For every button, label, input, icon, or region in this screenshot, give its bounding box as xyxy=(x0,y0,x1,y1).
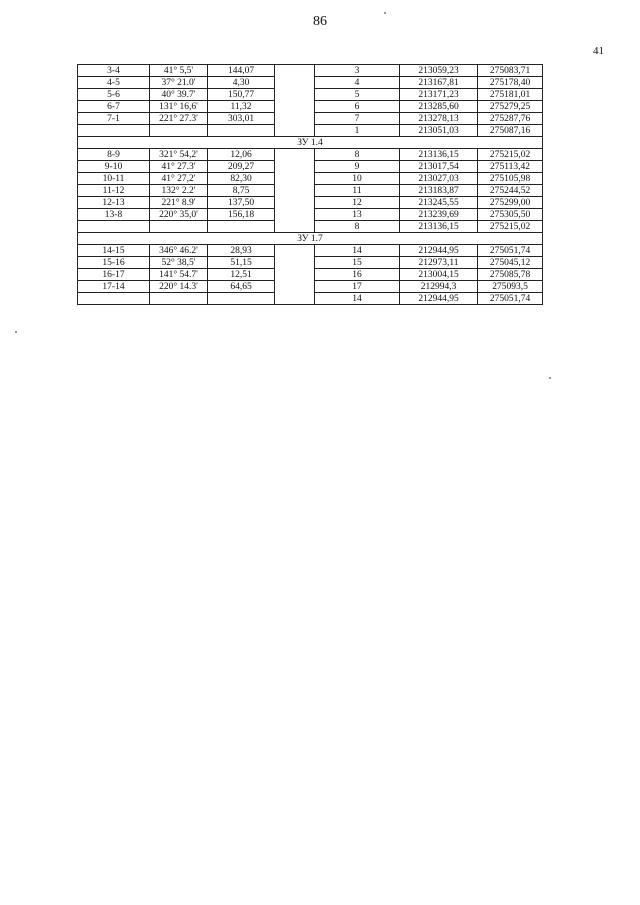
cell-point: 14 xyxy=(315,245,400,257)
cell-angle: 37° 21.0' xyxy=(150,77,208,89)
cell-y: 275287,76 xyxy=(478,113,543,125)
section-header-row xyxy=(78,233,543,245)
scan-speck xyxy=(15,331,17,333)
cell-y: 275181,01 xyxy=(478,89,543,101)
cell-angle xyxy=(150,293,208,305)
cell-x: 213017,54 xyxy=(400,161,478,173)
cell-point: 13 xyxy=(315,209,400,221)
cell-y: 275105,98 xyxy=(478,173,543,185)
scan-speck xyxy=(549,377,551,379)
cell-length: 137,50 xyxy=(208,197,275,209)
cell-point: 11 xyxy=(315,185,400,197)
cell-angle: 131° 16,6' xyxy=(150,101,208,113)
cell-length: 150,77 xyxy=(208,89,275,101)
coordinates-table-body xyxy=(78,65,543,305)
cell-angle: 221° 8.9' xyxy=(150,197,208,209)
cell-segment: 17-14 xyxy=(78,281,150,293)
cell-point: 9 xyxy=(315,161,400,173)
cell-point: 8 xyxy=(315,221,400,233)
cell-length: 144,07 xyxy=(208,65,275,77)
cell-point: 8 xyxy=(315,149,400,161)
cell-point: 4 xyxy=(315,77,400,89)
cell-x: 212944,95 xyxy=(400,293,478,305)
cell-x: 213136,15 xyxy=(400,221,478,233)
blank-separator-cell xyxy=(275,149,315,233)
cell-segment: 7-1 xyxy=(78,113,150,125)
cell-x: 213245,55 xyxy=(400,197,478,209)
cell-point: 12 xyxy=(315,197,400,209)
cell-angle: 321° 54,2' xyxy=(150,149,208,161)
cell-x: 212994,3 xyxy=(400,281,478,293)
cell-angle: 41° 27.3' xyxy=(150,161,208,173)
table-row xyxy=(78,149,543,161)
cell-segment: 8-9 xyxy=(78,149,150,161)
cell-x: 212944,95 xyxy=(400,245,478,257)
cell-point: 17 xyxy=(315,281,400,293)
cell-length: 303,01 xyxy=(208,113,275,125)
section-title: ЗУ 1.7 xyxy=(78,233,543,245)
cell-y: 275244,52 xyxy=(478,185,543,197)
cell-y: 275085,78 xyxy=(478,269,543,281)
cell-x: 213183,87 xyxy=(400,185,478,197)
cell-x: 213171,23 xyxy=(400,89,478,101)
cell-y: 275113,42 xyxy=(478,161,543,173)
cell-angle: 141° 54.7' xyxy=(150,269,208,281)
cell-segment xyxy=(78,221,150,233)
cell-segment: 15-16 xyxy=(78,257,150,269)
cell-angle: 220° 35,0' xyxy=(150,209,208,221)
cell-length: 12,06 xyxy=(208,149,275,161)
cell-x: 213051,03 xyxy=(400,125,478,137)
blank-separator-cell xyxy=(275,65,315,137)
cell-point: 5 xyxy=(315,89,400,101)
cell-x: 213004,15 xyxy=(400,269,478,281)
cell-y: 275051,74 xyxy=(478,293,543,305)
cell-y: 275093,5 xyxy=(478,281,543,293)
cell-length: 12,51 xyxy=(208,269,275,281)
cell-segment: 9-10 xyxy=(78,161,150,173)
cell-y: 275279,25 xyxy=(478,101,543,113)
cell-segment xyxy=(78,125,150,137)
cell-length xyxy=(208,293,275,305)
cell-angle: 220° 14.3' xyxy=(150,281,208,293)
cell-point: 3 xyxy=(315,65,400,77)
cell-angle: 221° 27.3' xyxy=(150,113,208,125)
cell-segment: 14-15 xyxy=(78,245,150,257)
table-row xyxy=(78,65,543,77)
section-header-row xyxy=(78,137,543,149)
cell-segment: 11-12 xyxy=(78,185,150,197)
cell-length: 209,27 xyxy=(208,161,275,173)
cell-point: 6 xyxy=(315,101,400,113)
cell-angle: 41° 27,2' xyxy=(150,173,208,185)
cell-point: 14 xyxy=(315,293,400,305)
cell-y: 275178,40 xyxy=(478,77,543,89)
cell-point: 1 xyxy=(315,125,400,137)
cell-angle: 346° 46.2' xyxy=(150,245,208,257)
cell-length xyxy=(208,125,275,137)
cell-length: 28,93 xyxy=(208,245,275,257)
cell-y: 275299,00 xyxy=(478,197,543,209)
cell-segment: 13-8 xyxy=(78,209,150,221)
cell-x: 213285,60 xyxy=(400,101,478,113)
cell-angle xyxy=(150,221,208,233)
cell-point: 7 xyxy=(315,113,400,125)
cell-segment: 12-13 xyxy=(78,197,150,209)
cell-segment: 10-11 xyxy=(78,173,150,185)
cell-x: 213278,13 xyxy=(400,113,478,125)
cell-point: 15 xyxy=(315,257,400,269)
scan-speck xyxy=(384,12,386,14)
cell-segment: 3-4 xyxy=(78,65,150,77)
cell-x: 213239,69 xyxy=(400,209,478,221)
cell-x: 213059,23 xyxy=(400,65,478,77)
page-number: 86 xyxy=(313,14,327,29)
cell-x: 213167,81 xyxy=(400,77,478,89)
cell-angle: 132° 2.2' xyxy=(150,185,208,197)
cell-y: 275305,50 xyxy=(478,209,543,221)
cell-segment: 4-5 xyxy=(78,77,150,89)
cell-x: 213027,03 xyxy=(400,173,478,185)
cell-segment: 16-17 xyxy=(78,269,150,281)
cell-y: 275215,02 xyxy=(478,149,543,161)
cell-angle xyxy=(150,125,208,137)
cell-angle: 40° 39.7' xyxy=(150,89,208,101)
cell-segment: 6-7 xyxy=(78,101,150,113)
cell-length: 11,32 xyxy=(208,101,275,113)
cell-x: 213136,15 xyxy=(400,149,478,161)
sheet-number: 41 xyxy=(593,45,604,57)
cell-angle: 41° 5,5' xyxy=(150,65,208,77)
cell-length: 156,18 xyxy=(208,209,275,221)
cell-length: 82,30 xyxy=(208,173,275,185)
cell-y: 275045,12 xyxy=(478,257,543,269)
cell-y: 275087,16 xyxy=(478,125,543,137)
cell-y: 275215,02 xyxy=(478,221,543,233)
cell-y: 275083,71 xyxy=(478,65,543,77)
cell-y: 275051,74 xyxy=(478,245,543,257)
cell-segment: 5-6 xyxy=(78,89,150,101)
cell-length: 8,75 xyxy=(208,185,275,197)
cell-angle: 52° 38,5' xyxy=(150,257,208,269)
cell-segment xyxy=(78,293,150,305)
cell-length: 64,65 xyxy=(208,281,275,293)
cell-length: 4,30 xyxy=(208,77,275,89)
table-row xyxy=(78,245,543,257)
blank-separator-cell xyxy=(275,245,315,305)
cell-x: 212973,11 xyxy=(400,257,478,269)
coordinates-table xyxy=(77,64,543,305)
section-title: ЗУ 1.4 xyxy=(78,137,543,149)
cell-length: 51,15 xyxy=(208,257,275,269)
cell-length xyxy=(208,221,275,233)
cell-point: 10 xyxy=(315,173,400,185)
cell-point: 16 xyxy=(315,269,400,281)
